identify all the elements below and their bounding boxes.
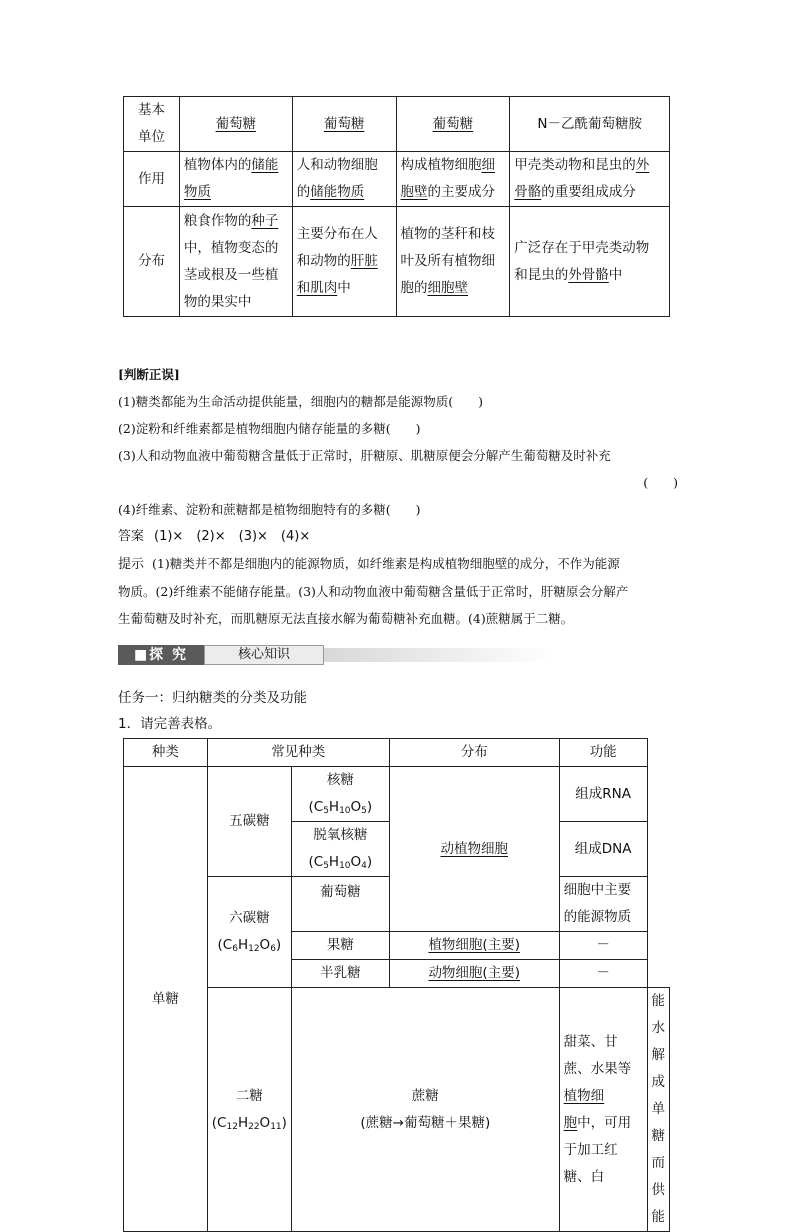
- cell-text: 4: [361, 861, 367, 871]
- cell-text: 种子: [251, 212, 279, 229]
- cell-ribose: [291, 767, 389, 822]
- cell-text: 植物体内的: [183, 157, 252, 173]
- cell-text: 物质: [183, 184, 211, 200]
- cell-text: 主要分布在人: [296, 226, 378, 242]
- category-disaccharide: [207, 988, 291, 1232]
- question: (4)纤维素、淀粉和蔗糖都是植物细胞特有的多糖( ): [118, 502, 421, 517]
- cell-text: 蔗糖: [411, 1087, 439, 1104]
- table-row: [124, 767, 670, 822]
- cell-text: 外骨骼: [568, 266, 609, 283]
- column-header: 常见种类: [207, 739, 389, 767]
- answer-line: [118, 523, 678, 550]
- cell-text: 物的果实中: [183, 293, 252, 310]
- cell-text: ): [366, 799, 373, 815]
- cell-text: O: [259, 1114, 271, 1131]
- task-step: 1．请完善表格。: [118, 716, 222, 732]
- cell-glucose: 葡萄糖: [291, 877, 389, 932]
- cell-galactose: 半乳糖: [291, 960, 389, 988]
- cell-text: 中，可用于加工红糖、白: [563, 1114, 632, 1185]
- cell-text: 5: [361, 806, 367, 816]
- cell-text: 5: [323, 861, 329, 871]
- cell-text: 细: [481, 157, 496, 173]
- cell: [179, 207, 292, 317]
- cell-text: 中，植物变态的: [183, 239, 279, 256]
- table-row: [124, 97, 670, 152]
- cell-distribution: [389, 960, 559, 988]
- hint-line: [118, 550, 678, 578]
- cell-text: 10: [339, 806, 351, 816]
- cell-text: 细胞中主要: [563, 882, 632, 898]
- cell-text: O: [259, 937, 271, 953]
- cell-text: 茎或根及一些植: [183, 266, 279, 283]
- polysaccharide-table: [123, 96, 670, 317]
- cell-text: (C: [308, 854, 324, 870]
- cell-text: (蔗糖→葡萄糖＋果糖): [360, 1114, 491, 1131]
- cell-text: 胞的: [400, 280, 428, 296]
- cell-text: 植物细: [563, 1087, 605, 1104]
- subcategory-hexose: [207, 877, 291, 988]
- hint-text: 物质。(2)纤维素不能储存能量。(3)人和动物血液中葡萄糖含量低于正常时，肝糖原会分解产: [118, 584, 629, 599]
- cell-function: －: [559, 932, 647, 960]
- cell: [396, 152, 510, 207]
- question-paren: ( ): [643, 475, 678, 490]
- cell-text: 储能物质: [310, 184, 365, 200]
- cell-distribution: [389, 932, 559, 960]
- cell-function: －: [559, 960, 647, 988]
- cell-text: H: [237, 937, 249, 953]
- cell-text: 胞: [563, 1114, 578, 1131]
- hint-text: (1)糖类并不都是细胞内的能源物质，如纤维素是构成植物细胞壁的成分，不作为能源: [152, 556, 620, 571]
- cell-text: 胞壁: [400, 184, 428, 200]
- cell-text: 粮食作物的: [183, 212, 252, 229]
- cell-text: 10: [339, 861, 351, 871]
- sugar-classification-table: [123, 738, 670, 1232]
- cell: [510, 152, 670, 207]
- cell: [179, 152, 292, 207]
- table-row: [124, 152, 670, 207]
- cell-text: 22: [248, 1121, 260, 1132]
- cell-distribution: [559, 988, 647, 1232]
- cell-text: 储能: [251, 157, 279, 173]
- cell-function: [647, 988, 670, 1232]
- column-header: 种类: [124, 739, 208, 767]
- cell-text: 的: [296, 184, 311, 200]
- cell-text: 5: [323, 806, 329, 816]
- cell-text: ): [281, 1114, 287, 1131]
- hint-label: 提示: [118, 557, 145, 572]
- cell-text: 葡萄糖: [432, 115, 474, 132]
- cell-text: 12: [248, 944, 260, 954]
- cell-text: ): [275, 937, 282, 953]
- question: (2)淀粉和纤维素都是植物细胞内储存能量的多糖( ): [118, 421, 421, 436]
- cell-text: 植物的茎秆和枝: [400, 226, 496, 242]
- cell-text: 6: [270, 944, 276, 954]
- cell-text: 肝脏: [350, 253, 378, 269]
- column-header: 分布: [389, 739, 559, 767]
- cell-text: 12: [226, 1121, 238, 1132]
- cell-text: 单位: [137, 129, 165, 145]
- section-heading: [判断正误]: [118, 367, 180, 382]
- cell-text: 中: [337, 280, 351, 296]
- column-header: 功能: [559, 739, 647, 767]
- cell-text: 和动物的: [296, 253, 351, 269]
- cell-text: 骨骼: [514, 184, 542, 200]
- banner-fade: [324, 648, 556, 662]
- section-banner: [118, 645, 438, 665]
- cell-text: H: [328, 854, 340, 870]
- banner-core-knowledge: 核心知识: [204, 645, 324, 665]
- cell-text: 中: [608, 266, 623, 283]
- cell-text: 二糖: [235, 1087, 263, 1104]
- cell-text: H: [328, 799, 340, 815]
- banner-explore: ■探 究: [118, 645, 204, 665]
- cell-text: ): [366, 854, 373, 870]
- row-label-function: 作用: [137, 170, 165, 187]
- cell-text: 的能源物质: [563, 909, 632, 925]
- cell-text: 6: [232, 944, 238, 954]
- cell-text: 叶及所有植物细: [400, 253, 496, 269]
- cell-text: 的重要组成成分: [541, 184, 636, 200]
- cell-text: (C: [217, 937, 233, 953]
- cell-text: 广泛存在于甲壳类动物: [514, 239, 650, 256]
- cell-text: 人和动物细胞: [296, 157, 378, 173]
- answer-text: (1)× (2)× (3)× (4)×: [154, 529, 311, 544]
- cell: [292, 207, 396, 317]
- table-header-row: [124, 739, 670, 767]
- cell-function: [559, 877, 647, 932]
- cell-text: 核糖(C: [308, 772, 354, 815]
- cell-text: 能水解成单: [651, 993, 665, 1117]
- cell-function: 组成DNA: [559, 822, 647, 877]
- cell-text: 的主要成分: [427, 184, 496, 200]
- cell-text: 葡萄糖: [323, 115, 365, 132]
- cell-text: O: [350, 854, 362, 870]
- cell-text: 糖而供能: [651, 1128, 665, 1225]
- cell-text: 基本: [137, 102, 165, 118]
- table-row: [124, 207, 670, 317]
- cell: [396, 207, 510, 317]
- cell-text: 细胞壁: [427, 280, 469, 296]
- cell-text: N－乙酰葡萄糖胺: [537, 115, 642, 132]
- cell: [292, 152, 396, 207]
- judgement-section: [118, 361, 678, 632]
- cell-text: (C: [211, 1114, 227, 1131]
- cell-function: 组成RNA: [559, 767, 647, 822]
- cell-text: 甲壳类动物和昆虫的: [514, 157, 636, 173]
- row-label-distribution: 分布: [137, 253, 165, 269]
- cell: [510, 207, 670, 317]
- subcategory-pentose: 五碳糖: [207, 767, 291, 877]
- cell-text: 脱氧核糖: [313, 827, 368, 843]
- cell-text: 植物细胞(主要): [428, 937, 520, 953]
- cell-deoxyribose: [291, 822, 389, 877]
- cell-text: 构成植物细胞: [400, 157, 482, 173]
- cell-text: O: [350, 799, 362, 815]
- task-title: 任务一：归纳糖类的分类及功能: [118, 690, 307, 706]
- question: (1)糖类都能为生命活动提供能量，细胞内的糖都是能源物质( ): [118, 394, 483, 409]
- cell-text: 和昆虫的: [514, 266, 569, 283]
- cell-text: 甜菜、甘蔗、水果等: [563, 1033, 632, 1077]
- cell-text: 和肌肉: [296, 280, 338, 296]
- category-monosaccharide: 单糖: [124, 767, 208, 1232]
- cell-text: 动物细胞(主要): [428, 965, 520, 981]
- cell-text: 葡萄糖: [215, 115, 257, 132]
- cell-text: 动植物细胞: [440, 840, 508, 857]
- cell-text: 11: [270, 1121, 282, 1132]
- answer-label: 答案: [118, 529, 145, 544]
- cell-text: H: [237, 1114, 249, 1131]
- question: (3)人和动物血液中葡萄糖含量低于正常时，肝糖原、肌糖原便会分解产生葡萄糖及时补充: [118, 448, 611, 463]
- cell-distribution: [389, 767, 559, 932]
- cell-text: 六碳糖: [229, 910, 270, 926]
- cell-sucrose: [291, 988, 559, 1232]
- hint-text: 生葡萄糖及时补充，而肌糖原无法直接水解为葡萄糖补充血糖。(4)蔗糖属于二糖。: [118, 611, 574, 626]
- cell-text: 外: [635, 157, 650, 173]
- row-label-basic-unit: [124, 97, 180, 152]
- cell-fructose: 果糖: [291, 932, 389, 960]
